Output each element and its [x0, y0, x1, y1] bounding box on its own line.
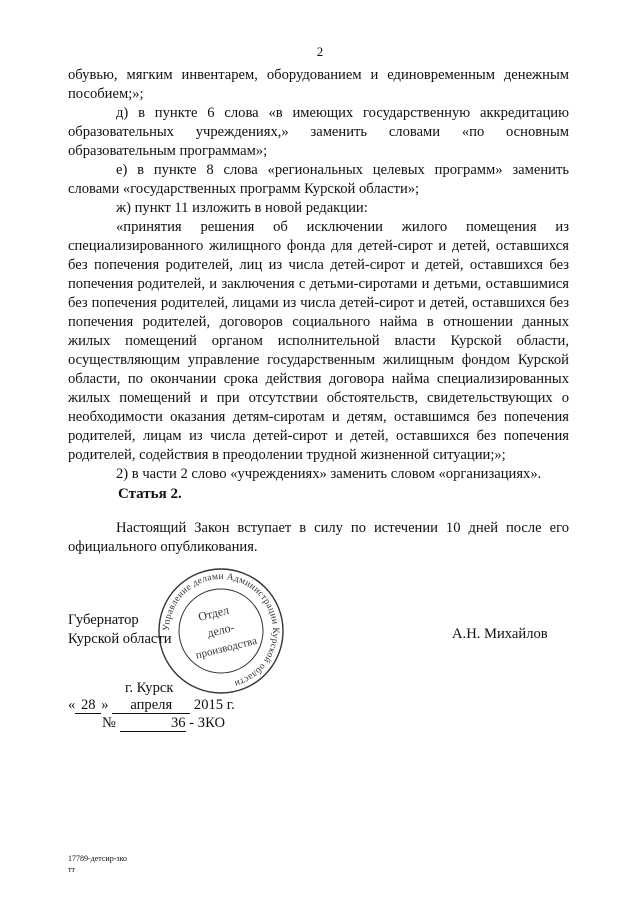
stamp-center-line1: Отдел [196, 602, 231, 624]
date-month: апреля [112, 698, 190, 714]
paragraph-continuation: обувью, мягким инвентарем, оборудованием и единовременным денежным пособием;»; [68, 67, 569, 102]
law-number-prefix: № [102, 715, 116, 731]
stamp-center-line3: производства [194, 634, 259, 662]
paragraph-item-zh: ж) пункт 11 изложить в новой редакции: [116, 200, 368, 216]
stamp-ring-text: Управление делами Администрации Курской области [161, 571, 281, 689]
stamp-center-line2: дело- [205, 619, 236, 641]
law-number-suffix: - ЗКО [189, 715, 225, 731]
footer-line1: 17789-детсир-зко [68, 854, 128, 863]
article-heading: Статья 2. [118, 486, 182, 502]
effective-text: Настоящий Закон вступает в силу по истечении 10 дней после его официального опубликования. [68, 520, 569, 555]
paragraph-item-d: д) в пункте 6 слова «в имеющих государственную аккредитацию образовательных учреждениях,» заменить словами «по основным образовательным программам»; [68, 105, 569, 159]
date-open-quote: « [68, 697, 76, 713]
date-year: 2015 г. [193, 697, 235, 713]
page-number: 2 [316, 44, 324, 59]
footer-line2: тт [68, 865, 75, 874]
date-day: 28 [75, 698, 101, 714]
effective-clause [68, 519, 569, 557]
signatory-title-line1: Губернатор [68, 612, 139, 628]
paragraph-item-e: е) в пункте 8 слова «региональных целевых программ» заменить словами «государственных программ Курской области»; [68, 162, 569, 197]
place-of-signing: г. Курск [125, 680, 174, 696]
signatory-title-line2: Курской области [68, 631, 172, 647]
footer-reference [68, 853, 127, 875]
date-close-quote: » [101, 697, 109, 713]
signing-date [68, 697, 235, 714]
official-stamp [156, 566, 286, 696]
paragraph-new-text: «принятия решения об исключении жилого помещения из специализированного жилищного фонда для детей-сирот и детей, оставшихся без попечения родителей, лиц из числа детей-сирот и детей, оставшихся без попечения родителей, и заключения с детьми-сиротами и детьми, оставшимися без попечения родителей, лицами из числа детей-сирот и детей, оставшихся без попечения родителей, договоров социального найма в отношении данных жилых помещений органом исполнительной власти Курской области, осуществляющим управление государственным жилищным фондом Курской области, по окончании срока действия договора найма специализированных жилых помещений и при отсутствии обстоятельств, свидетельствующих о необходимости оказания детям-сиротам и детям, оставшимся без попечения родителей, лицам из числа детей-сирот и детей, оставшихся без попечения родителей, содействия в преодолении трудной жизненной ситуации;»; [68, 219, 569, 463]
paragraph-part-2: 2) в части 2 слово «учреждениях» заменить словом «организациях». [116, 466, 542, 482]
law-number-value: 36 [120, 716, 186, 732]
document-body [68, 66, 569, 484]
signatory-name: А.Н. Михайлов [452, 626, 548, 642]
law-number [102, 715, 225, 732]
